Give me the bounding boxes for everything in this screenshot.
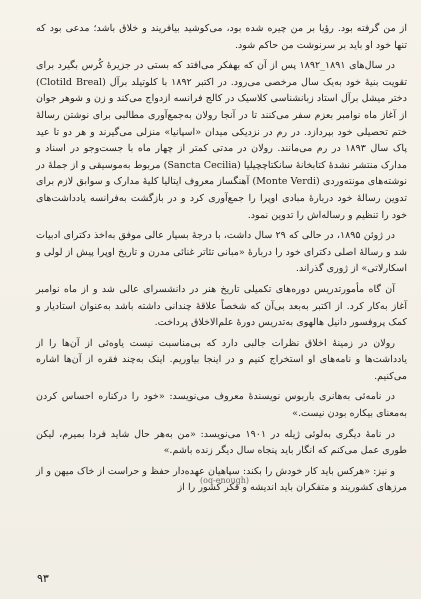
paragraph: در ژوئن ۱۸۹۵، در حالی که ۲۹ سال داشت، با درجهٔ بسیار عالی موفق به‌اخذ دکترای ادبیات شد و رسالهٔ اصلی دکترای خود را دربارهٔ «مبانی تئاتر غنائی مدرن و تاریخ اوپرا پیش از لولی و اسکارلاتی» از ژوری گذراند. [36, 230, 407, 275]
paragraph: در نامهٔ دیگری به‌لوئی ژیله در ۱۹۰۱ می‌نویسد: «من به‌هر حال شاید فردا بمیرم، لیکن طوری عمل می‌کنم که انگار باید پنجاه سال دیگر زنده باشم.» [36, 428, 407, 457]
paragraph: آن گاه مأمورتدریس دوره‌های تکمیلی تاریخ هنر در دانشسرای عالی شد و از ماه نوامبر آغاز به‌کار کرد. از اکتبر به‌بعد بی‌آن که شخصاً علاقهٔ چندانی داشته باشد به‌عنوان استادیار و کمک پروفسور دانیل هالهوی به‌تدریس دورهٔ علم‌الاخلاق پرداخت. [36, 283, 407, 329]
body-text [36, 21, 407, 501]
paragraph: از من گرفته بود. رؤیا بر من چیره شده بود، می‌کوشید بیافریند و خلاق باشد؛ مدعی بود که تنها خود او باید بر سرنوشت من حاکم شود. [36, 23, 407, 51]
paragraph: در نامه‌ئی به‌هانری باربوس نویسندهٔ معروف می‌نویسد: «خود را درکناره احساس کردن به‌معنای بیکاره بودن نیست.» [36, 391, 407, 420]
paragraph: رولان در زمینهٔ اخلاق نظرات جالبی دارد که بی‌مناسبت نیست یاوه‌ئی از آن‌ها را از یادداشت‌ها و نامه‌های او استخراج کنیم و در اینجا بیاوریم. اینک به‌چند فقره از آن‌ها اشاره می‌کنیم. [36, 337, 407, 382]
page-number: ۹۳ [37, 572, 49, 585]
bleed-through-text: (oq-enough) [200, 476, 250, 485]
paragraph: و نیز: «هرکس باید کار خودش را بکند: سپاهیان عهده‌دار حفظ و حراست از خاک میهن و از مرزهای کشوریند و متفکران باید اندیشه و فکر کشور را از [36, 465, 407, 494]
paragraph: در سال‌های ۱۸۹۱_۱۸۹۲ پس از آن که بهفکر می‌افتد که بستی در جزیرهٔ کُرس بگیرد برای تقویت بنیهٔ خود به‌یک سال مرخصی می‌رود. در اکتبر ۱۸۹۲ با کلوتیلد برآل (Clotild Breal) دختر میشل برآل استاد زبانشناسی کلاسیک در کالج فرانسه ازدواج می‌کند و زن و شوهر جوان از آغاز ماه نوامبر بعزم سفر می‌کنند تا در آنجا رولان به‌جمع‌آوری مطالبی برای نوشتن رسالهٔ ختم تحصیلی خود بپردازد. در رم در نزدیکی میدان «اسپانیا» منزلی می‌گیرند و هر دو تا عید پاک سال ۱۸۹۳ در رم می‌مانند. رولان در مدتی کمتر از چهار ماه با جست‌وجو در اسناد و مدارک منتشر نشدهٔ کتابخانهٔ سانکتاچچیلیا (Sancta Cecilia) مربوط به‌موسیقی و از جملهٔ در نوشته‌های مونته‌وردی (Monte Verdi) آهنگساز معروف ایتالیا کلیهٔ مدارک و سوابق لازم برای تدوین رسالهٔ خود دربارهٔ مبادی اوپرا را جمع‌آوری کرد و در بازگشت به‌فرانسه یادداشت‌های خود را تنظیم و رساله‌اش را تدوین نمود. [36, 60, 407, 221]
